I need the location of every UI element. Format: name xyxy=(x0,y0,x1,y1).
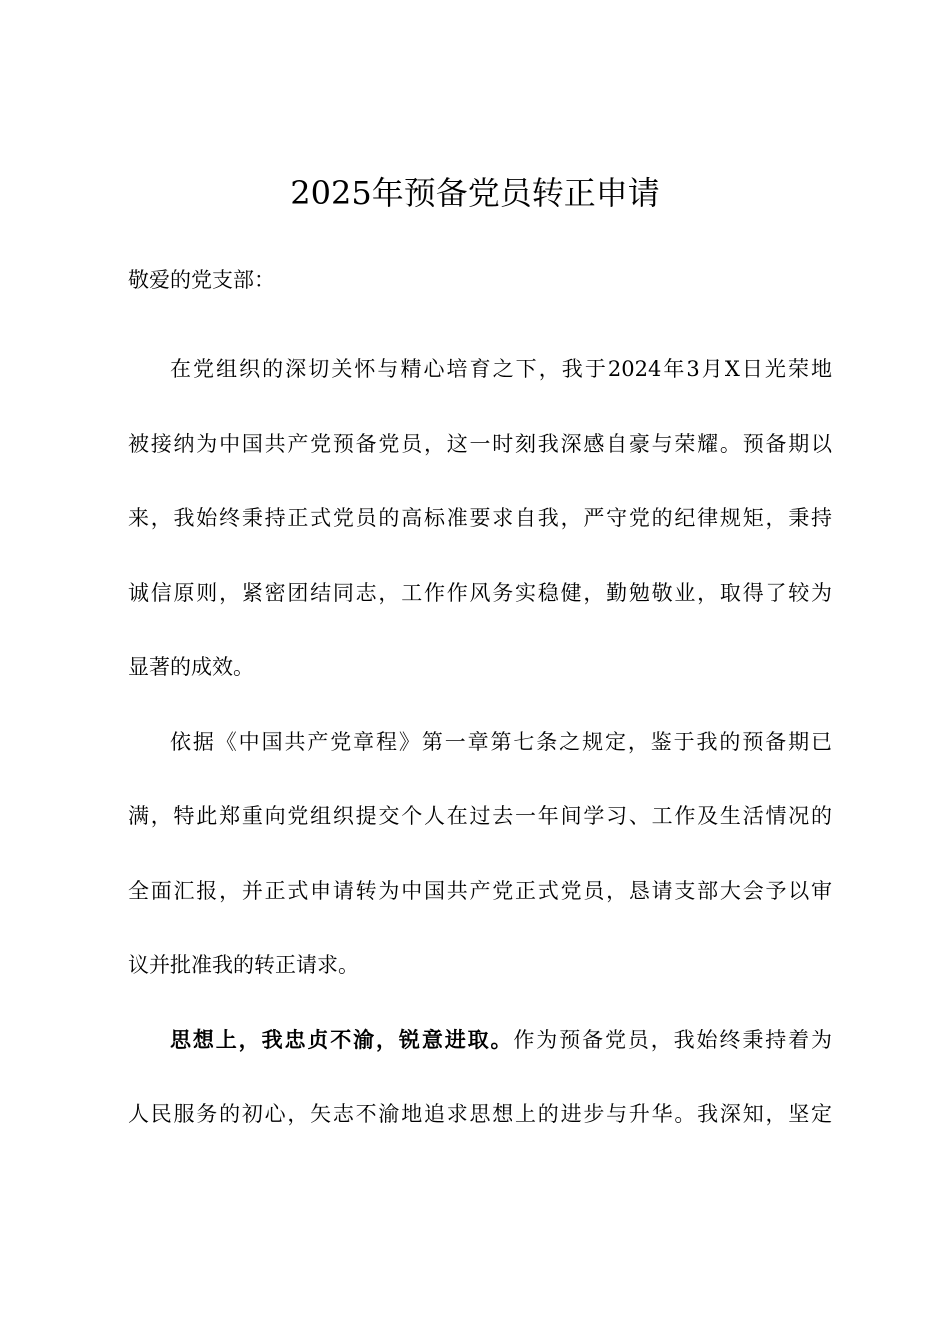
paragraph-line: 显著的成效。 xyxy=(128,655,254,679)
paragraph-line xyxy=(170,1026,832,1054)
paragraph-line: 议并批准我的转正请求。 xyxy=(128,953,359,977)
paragraph-line: 全面汇报，并正式申请转为中国共产党正式党员，恳请支部大会予以审 xyxy=(128,879,832,903)
line-text: 作为预备党员，我始终秉持着为 xyxy=(513,1028,833,1052)
paragraph-line: 人民服务的初心，矢志不渝地追求思想上的进步与升华。我深知，坚定 xyxy=(128,1102,832,1126)
document-title: 2025年预备党员转正申请 xyxy=(290,174,660,212)
paragraph-line: 来，我始终秉持正式党员的高标准要求自我，严守党的纪律规矩，秉持 xyxy=(128,506,832,530)
paragraph-line: 诚信原则，紧密团结同志，工作作风务实稳健，勤勉敬业，取得了较为 xyxy=(128,581,832,605)
paragraph-line: 被接纳为中国共产党预备党员，这一时刻我深感自豪与荣耀。预备期以 xyxy=(128,432,832,456)
paragraph-line: 在党组织的深切关怀与精心培育之下，我于2024年3月X日光荣地 xyxy=(170,357,832,381)
paragraph-line: 依据《中国共产党章程》第一章第七条之规定，鉴于我的预备期已 xyxy=(170,730,832,754)
bold-lead: 思想上，我忠贞不渝，锐意进取。 xyxy=(170,1027,514,1052)
paragraph-line: 满，特此郑重向党组织提交个人在过去一年间学习、工作及生活情况的 xyxy=(128,804,832,828)
salutation: 敬爱的党支部： xyxy=(128,268,275,292)
